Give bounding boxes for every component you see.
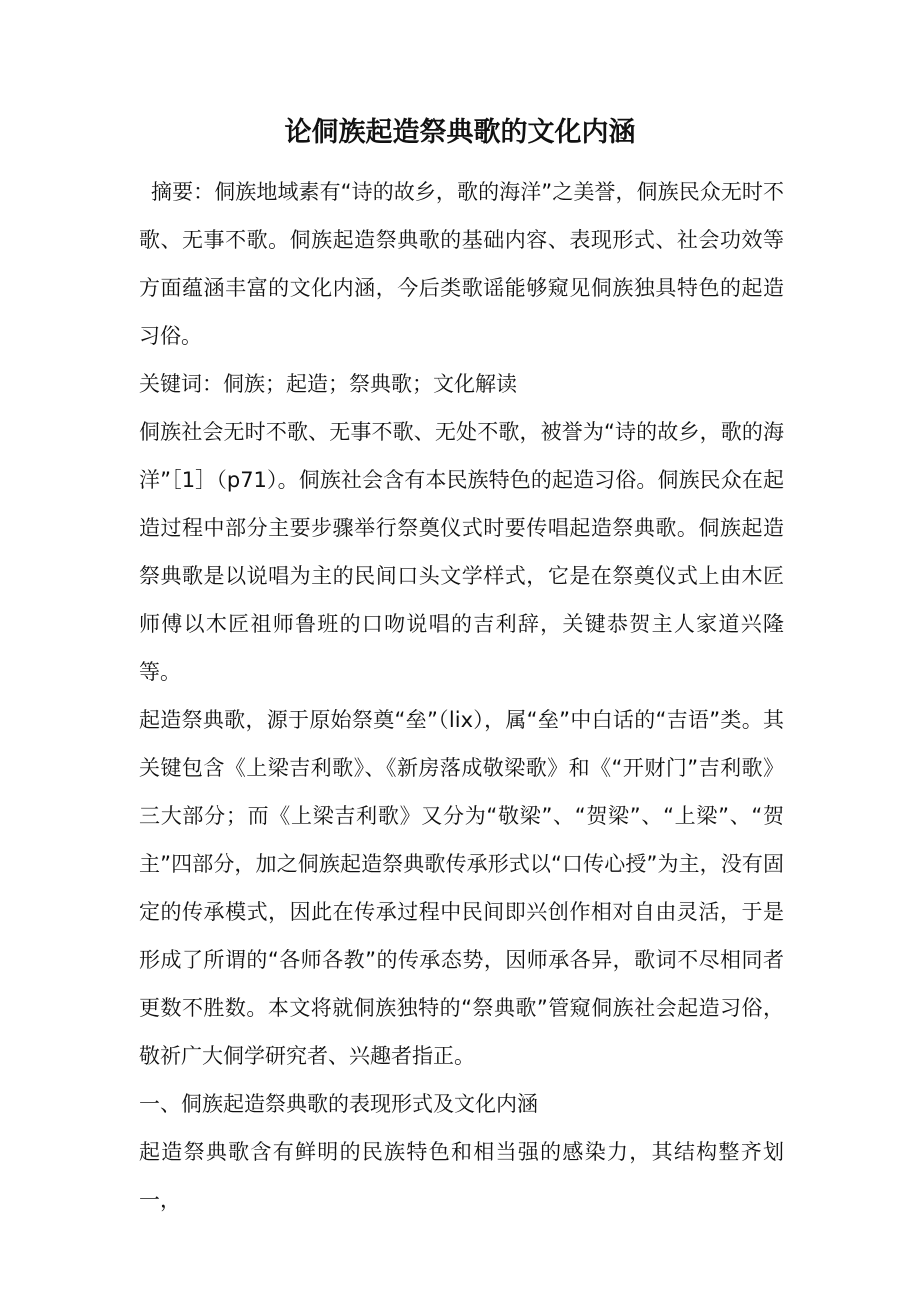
keywords-paragraph: 关键词：侗族；起造；祭典歌；文化解读 xyxy=(139,372,517,396)
document-title: 论侗族起造祭典歌的文化内涵 xyxy=(284,117,636,148)
intro-paragraph: 侗族社会无时不歌、无事不歌、无处不歌，被誉为“诗的故乡，歌的海洋”［1］（p71）。侗族社会含有本民族特色的起造习俗。侗族民众在起造过程中部分主要步骤举行祭奠仪式时要传唱起造祭典歌。侗族起造祭典歌是以说唱为主的民间口头文学样式，它是在祭奠仪式上由木匠师傅以木匠祖师鲁班的口吻说唱的吉利辞，关键恭贺主人家道兴隆等。 xyxy=(139,420,784,684)
document-body xyxy=(139,168,784,1224)
section-paragraph: 起造祭典歌含有鲜明的民族特色和相当强的感染力，其结构整齐划一， xyxy=(139,1140,784,1212)
abstract-paragraph: 摘要：侗族地域素有“诗的故乡，歌的海洋”之美誉，侗族民众无时不歌、无事不歌。侗族起造祭典歌的基础内容、表现形式、社会功效等方面蕴涵丰富的文化内涵，今后类歌谣能够窥见侗族独具特色的起造习俗。 xyxy=(139,180,784,348)
origin-paragraph: 起造祭典歌，源于原始祭奠“垒”（lix），属“垒”中白话的“吉语”类。其关键包含《上梁吉利歌》、《新房落成敬梁歌》和《“开财门”吉利歌》三大部分；而《上梁吉利歌》又分为“敬梁”、“贺梁”、“上梁”、“贺主”四部分，加之侗族起造祭典歌传承形式以“口传心授”为主，没有固定的传承模式，因此在传承过程中民间即兴创作相对自由灵活，于是形成了所谓的“各师各教”的传承态势，因师承各异，歌词不尽相同者更数不胜数。本文将就侗族独特的“祭典歌”管窥侗族社会起造习俗，敬祈广大侗学研究者、兴趣者指正。 xyxy=(139,708,784,1068)
section-heading: 一、侗族起造祭典歌的表现形式及文化内涵 xyxy=(139,1092,538,1116)
